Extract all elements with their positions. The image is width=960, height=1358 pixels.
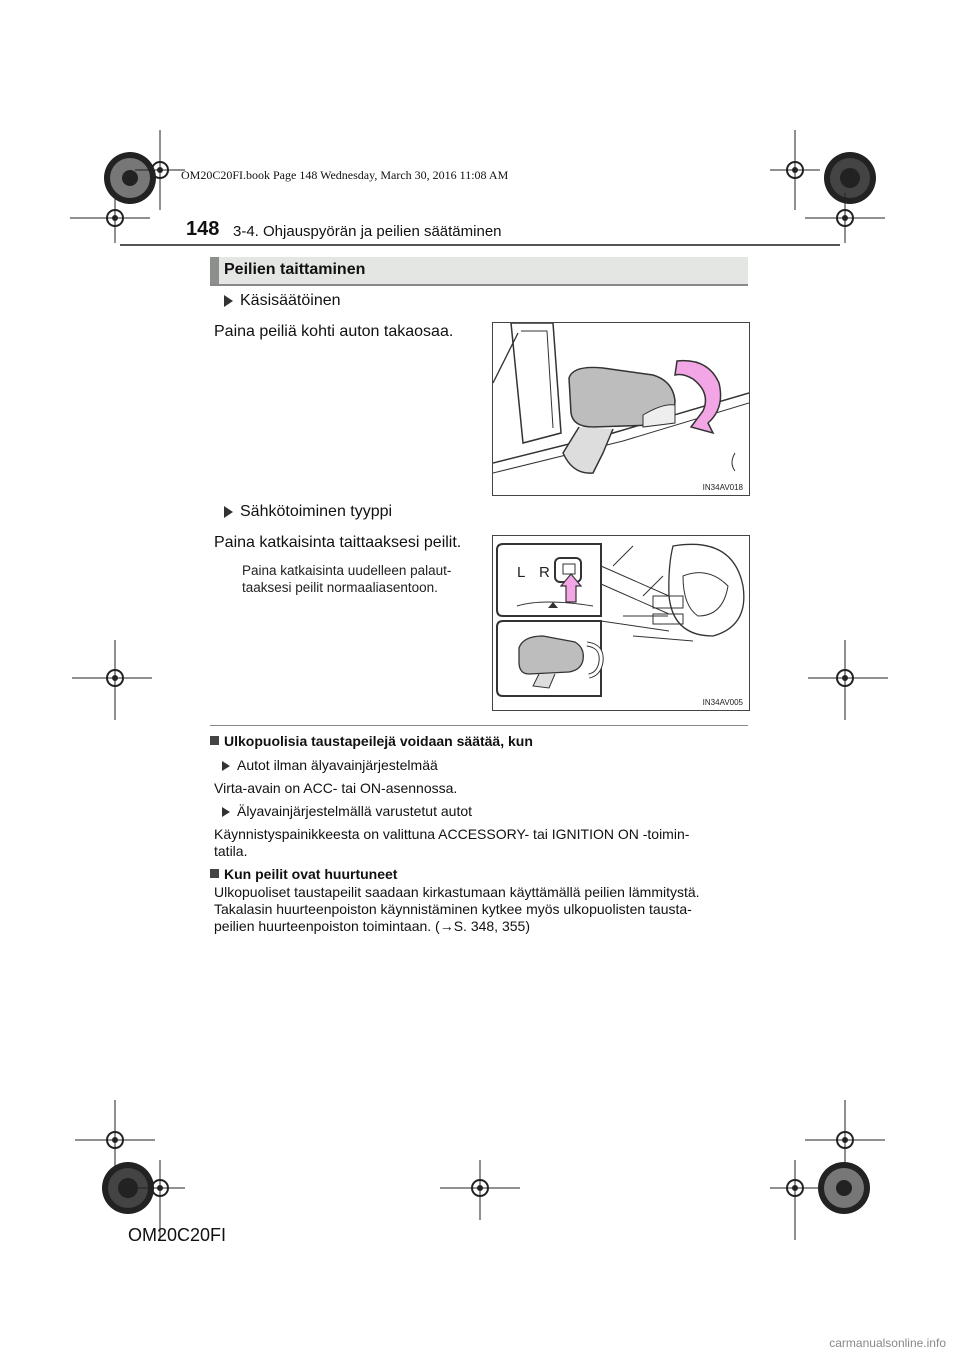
switch-label-left: L xyxy=(517,564,526,581)
rotation-arrow-icon xyxy=(675,361,721,433)
switch-label-right: R xyxy=(539,564,550,581)
conditions-item1-heading xyxy=(222,757,438,773)
registration-mark-bottom-right xyxy=(814,1158,874,1218)
square-bullet-icon xyxy=(210,869,219,878)
conditions-item2-text-line2: tatila. xyxy=(214,843,248,859)
bullet-arrow-icon xyxy=(224,295,233,307)
bullet-arrow-icon xyxy=(224,506,233,518)
conditions-heading xyxy=(210,733,533,749)
figure-manual-mirror xyxy=(492,322,750,496)
section-divider xyxy=(210,725,748,726)
conditions-item2-heading xyxy=(222,803,472,819)
section-accent xyxy=(210,257,219,284)
page-number: 148 xyxy=(186,218,220,240)
crosshair-bottom-center xyxy=(440,1160,520,1220)
conditions-item1-heading-label: Autot ilman älyavainjärjestelmää xyxy=(237,757,438,773)
fogged-line3: peilien huurteenpoiston toimintaan. (→S. 348, 355) xyxy=(214,918,530,934)
manual-heading xyxy=(224,292,341,310)
chapter-title: 3-4. Ohjauspyörän ja peilien säätäminen xyxy=(233,223,502,240)
power-note-line2: taaksesi peilit normaaliasentoon. xyxy=(242,580,438,595)
fogged-heading xyxy=(210,866,397,882)
figure-label-manual: IN34AV018 xyxy=(702,483,743,492)
crosshair-mid-right xyxy=(808,640,888,720)
conditions-item1-text: Virta-avain on ACC- tai ON-asennossa. xyxy=(214,780,458,796)
section-heading-bar xyxy=(210,257,748,286)
figure-label-power: IN34AV005 xyxy=(702,698,743,707)
power-mirror-illustration xyxy=(493,536,749,710)
conditions-item2-text-line1: Käynnistyspainikkeesta on valittuna ACCESSORY- tai IGNITION ON -toimin- xyxy=(214,826,690,842)
power-text: Paina katkaisinta taittaaksesi peilit. xyxy=(214,534,462,551)
manual-text: Paina peiliä kohti auton takaosaa. xyxy=(214,323,454,340)
figure-power-mirror xyxy=(492,535,750,711)
power-heading xyxy=(224,503,392,521)
bullet-arrow-icon xyxy=(222,761,230,771)
manual-mirror-illustration xyxy=(493,323,749,495)
crosshair-top-left-b xyxy=(70,193,150,243)
bullet-arrow-icon xyxy=(222,807,230,817)
power-heading-label: Sähkötoiminen tyyppi xyxy=(240,503,393,520)
fogged-heading-label: Kun peilit ovat huurtuneet xyxy=(224,866,398,882)
conditions-item2-heading-label: Älyavainjärjestelmällä varustetut autot xyxy=(237,803,473,819)
section-title: Peilien taittaminen xyxy=(224,261,366,278)
power-note-line1: Paina katkaisinta uudelleen palaut- xyxy=(242,563,452,578)
fogged-line1: Ulkopuoliset taustapeilit saadaan kirkastumaan käyttämällä peilien lämmitystä. xyxy=(214,884,700,900)
manual-heading-label: Käsisäätöinen xyxy=(240,292,341,309)
header-rule xyxy=(120,244,840,246)
book-info: OM20C20FI.book Page 148 Wednesday, March 30, 2016 11:08 AM xyxy=(181,168,509,182)
conditions-heading-label: Ulkopuolisia taustapeilejä voidaan säätää, kun xyxy=(224,733,533,749)
crosshair-top-right-b xyxy=(805,193,885,243)
square-bullet-icon xyxy=(210,736,219,745)
footer-code: OM20C20FI xyxy=(128,1225,227,1245)
fogged-line2: Takalasin huurteenpoiston käynnistäminen kytkee myös ulkopuolisten tausta- xyxy=(214,901,692,917)
crosshair-mid-left xyxy=(72,640,152,720)
watermark: carmanualsonline.info xyxy=(829,1336,946,1350)
crosshair-bottom-right-b xyxy=(770,1160,820,1240)
